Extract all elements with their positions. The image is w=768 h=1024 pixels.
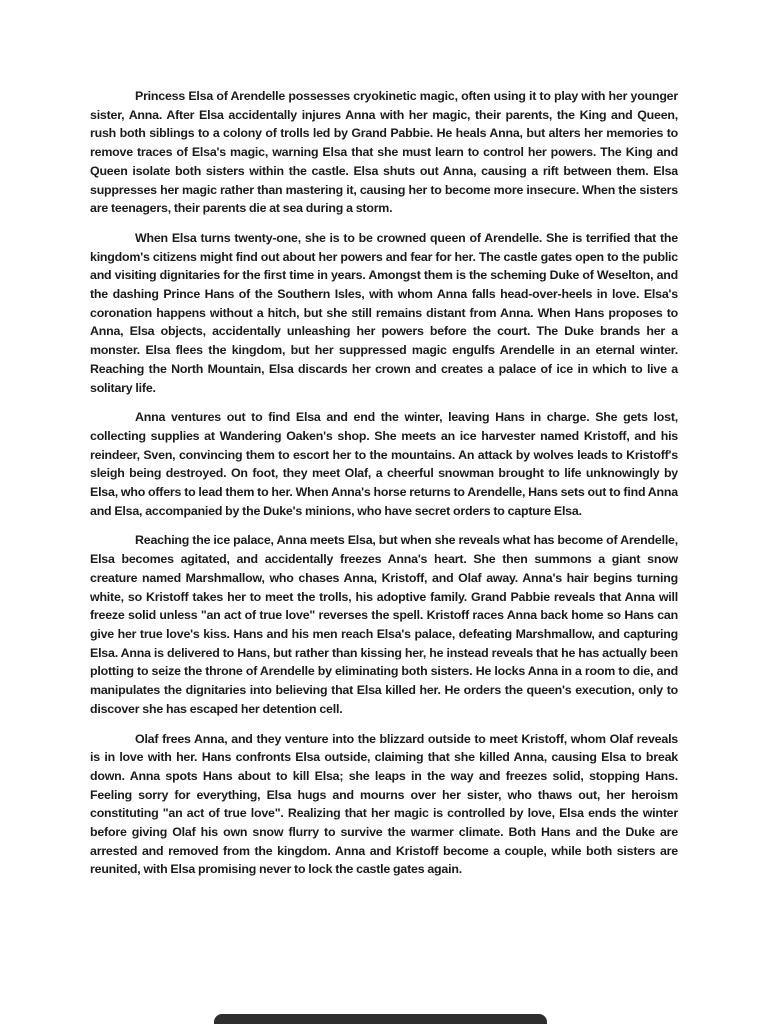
paragraph: Reaching the ice palace, Anna meets Elsa, but when she reveals what has become of Arendelle, Elsa becomes agitated, and accidentally freezes Anna's heart. She then summons a giant snow creature named Marshmallow, who chases Anna, Kristoff, and Olaf away. Anna's hair begins turning white, so Kristoff takes her to meet the trolls, his adoptive family. Grand Pabbie reveals that Anna will freeze solid unless "an act of true love" reverses the spell. Kristoff races Anna back home so Hans can give her true love's kiss. Hans and his men reach Elsa's palace, defeating Marshmallow, and capturing Elsa. Anna is delivered to Hans, but rather than kissing her, he instead reveals that he has actually been plotting to seize the throne of Arendelle by eliminating both sisters. He locks Anna in a room to die, and manipulates the dignitaries into believing that Elsa killed her. He orders the queen's execution, only to discover she has escaped her detention cell. (90, 533, 678, 716)
paragraph: Princess Elsa of Arendelle possesses cryokinetic magic, often using it to play with her younger sister, Anna. After Elsa accidentally injures Anna with her magic, their parents, the King and Queen, rush both siblings to a colony of trolls led by Grand Pabbie. He heals Anna, but alters her memories to remove traces of Elsa's magic, warning Elsa that she must learn to control her powers. The King and Queen isolate both sisters within the castle. Elsa shuts out Anna, causing a rift between them. Elsa suppresses her magic rather than mastering it, causing her to become more insecure. When the sisters are teenagers, their parents die at sea during a storm. (90, 89, 678, 216)
document-text (90, 87, 678, 890)
bottom-toolbar-partial[interactable] (214, 1014, 547, 1024)
paragraph: Anna ventures out to find Elsa and end the winter, leaving Hans in charge. She gets lost, collecting supplies at Wandering Oaken's shop. She meets an ice harvester named Kristoff, and his reindeer, Sven, convincing them to escort her to the mountains. An attack by wolves leads to Kristoff's sleigh being destroyed. On foot, they meet Olaf, a cheerful snowman brought to life unknowingly by Elsa, who offers to lead them to her. When Anna's horse returns to Arendelle, Hans sets out to find Anna and Elsa, accompanied by the Duke's minions, who have secret orders to capture Elsa. (90, 410, 678, 518)
paragraph: Olaf frees Anna, and they venture into the blizzard outside to meet Kristoff, whom Olaf reveals is in love with her. Hans confronts Elsa outside, claiming that she killed Anna, causing Elsa to break down. Anna spots Hans about to kill Elsa; she leaps in the way and freezes solid, stopping Hans. Feeling sorry for everything, Elsa hugs and mourns over her sister, who thaws out, her heroism constituting "an act of true love". Realizing that her magic is controlled by love, Elsa ends the winter before giving Olaf his own snow flurry to survive the warmer climate. Both Hans and the Duke are arrested and removed from the kingdom. Anna and Kristoff become a couple, while both sisters are reunited, with Elsa promising never to lock the castle gates again. (90, 731, 678, 877)
paragraph: When Elsa turns twenty-one, she is to be crowned queen of Arendelle. She is terrified that the kingdom's citizens might find out about her powers and fear for her. The castle gates open to the public and visiting dignitaries for the first time in years. Amongst them is the scheming Duke of Weselton, and the dashing Prince Hans of the Southern Isles, with whom Anna falls head-over-heels in love. Elsa's coronation happens without a hitch, but she still remains distant from Anna. When Hans proposes to Anna, Elsa objects, accidentally unleashing her powers before the court. The Duke brands her a monster. Elsa flees the kingdom, but her suppressed magic engulfs Arendelle in an eternal winter. Reaching the North Mountain, Elsa discards her crown and creates a palace of ice in which to live a solitary life. (90, 230, 678, 395)
